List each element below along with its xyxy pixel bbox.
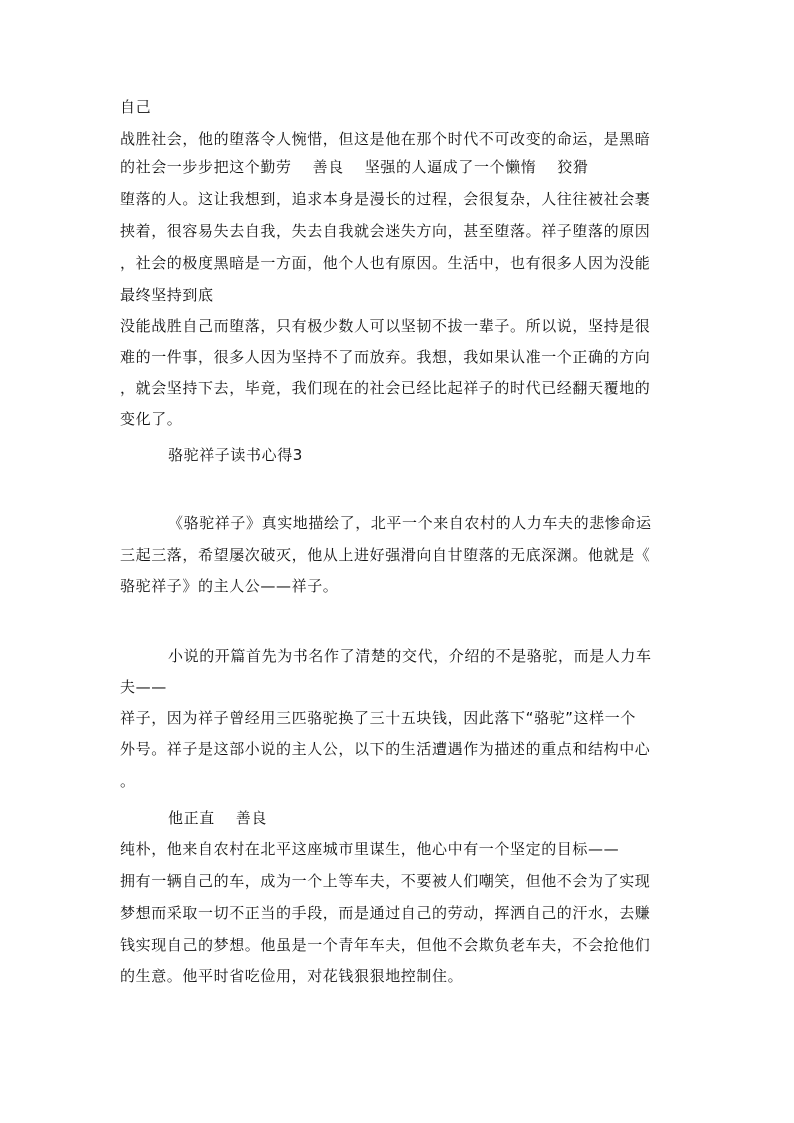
text-line: ，就会坚持下去，毕竟，我们现在的社会已经比起祥子的时代已经翻天覆地的 bbox=[120, 379, 651, 397]
text-line: 《骆驼祥子》真实地描绘了，北平一个来自农村的人力车夫的悲惨命运 bbox=[168, 514, 652, 532]
text-line: 小说的开篇首先为书名作了清楚的交代，介绍的不是骆驼，而是人力车 bbox=[168, 647, 652, 665]
text-line: 的社会一步步把这个勤劳 善良 坚强的人逼成了一个懒惰 狡猾 bbox=[120, 158, 589, 176]
text-line: 难的一件事，很多人因为坚持不了而放弃。我想，我如果认准一个正确的方向 bbox=[120, 348, 651, 366]
text-line: 没能战胜自己而堕落，只有极少数人可以坚韧不拔一辈子。所以说，坚持是很 bbox=[120, 317, 651, 335]
text-line: 三起三落，希望屡次破灭，他从上进好强滑向自甘堕落的无底深渊。他就是《 bbox=[120, 546, 651, 564]
text-line: 的生意。他平时省吃俭用，对花钱狠狠地控制住。 bbox=[120, 967, 464, 985]
text-line: 自己 bbox=[120, 98, 152, 116]
text-line: 战胜社会，他的堕落令人惋惜，但这是他在那个时代不可改变的命运，是黑暗 bbox=[120, 130, 651, 148]
text-line: 夫—— bbox=[120, 678, 167, 696]
text-line: 骆驼祥子》的主人公——祥子。 bbox=[120, 577, 339, 595]
text-line: 。 bbox=[120, 772, 136, 790]
text-line: 祥子，因为祥子曾经用三匹骆驼换了三十五块钱，因此落下“骆驼”这样一个 bbox=[120, 709, 636, 727]
text-line: 变化了。 bbox=[120, 410, 183, 428]
text-line: 堕落的人。这让我想到，追求本身是漫长的过程，会很复杂，人往往被社会裹 bbox=[120, 190, 651, 208]
text-line: 钱实现自己的梦想。他虽是一个青年车夫，但他不会欺负老车夫，不会抢他们 bbox=[120, 936, 651, 954]
text-line: 他正直 善良 bbox=[168, 809, 267, 827]
text-line: 梦想而采取一切不正当的手段，而是通过自己的劳动，挥洒自己的汗水，去赚 bbox=[120, 904, 651, 922]
text-line: 纯朴，他来自农村在北平这座城市里谋生，他心中有一个坚定的目标—— bbox=[120, 840, 620, 858]
section-heading: 骆驼祥子读书心得3 bbox=[168, 446, 303, 464]
text-line: 挟着，很容易失去自我，失去自我就会迷失方向，甚至堕落。祥子堕落的原因 bbox=[120, 222, 651, 240]
text-line: 外号。祥子是这部小说的主人公，以下的生活遭遇作为描述的重点和结构中心 bbox=[120, 740, 651, 758]
text-line: ，社会的极度黑暗是一方面，他个人也有原因。生活中，也有很多人因为没能 bbox=[120, 254, 651, 272]
text-line: 拥有一辆自己的车，成为一个上等车夫，不要被人们嘲笑，但他不会为了实现 bbox=[120, 872, 651, 890]
text-line: 最终坚持到底 bbox=[120, 286, 214, 304]
